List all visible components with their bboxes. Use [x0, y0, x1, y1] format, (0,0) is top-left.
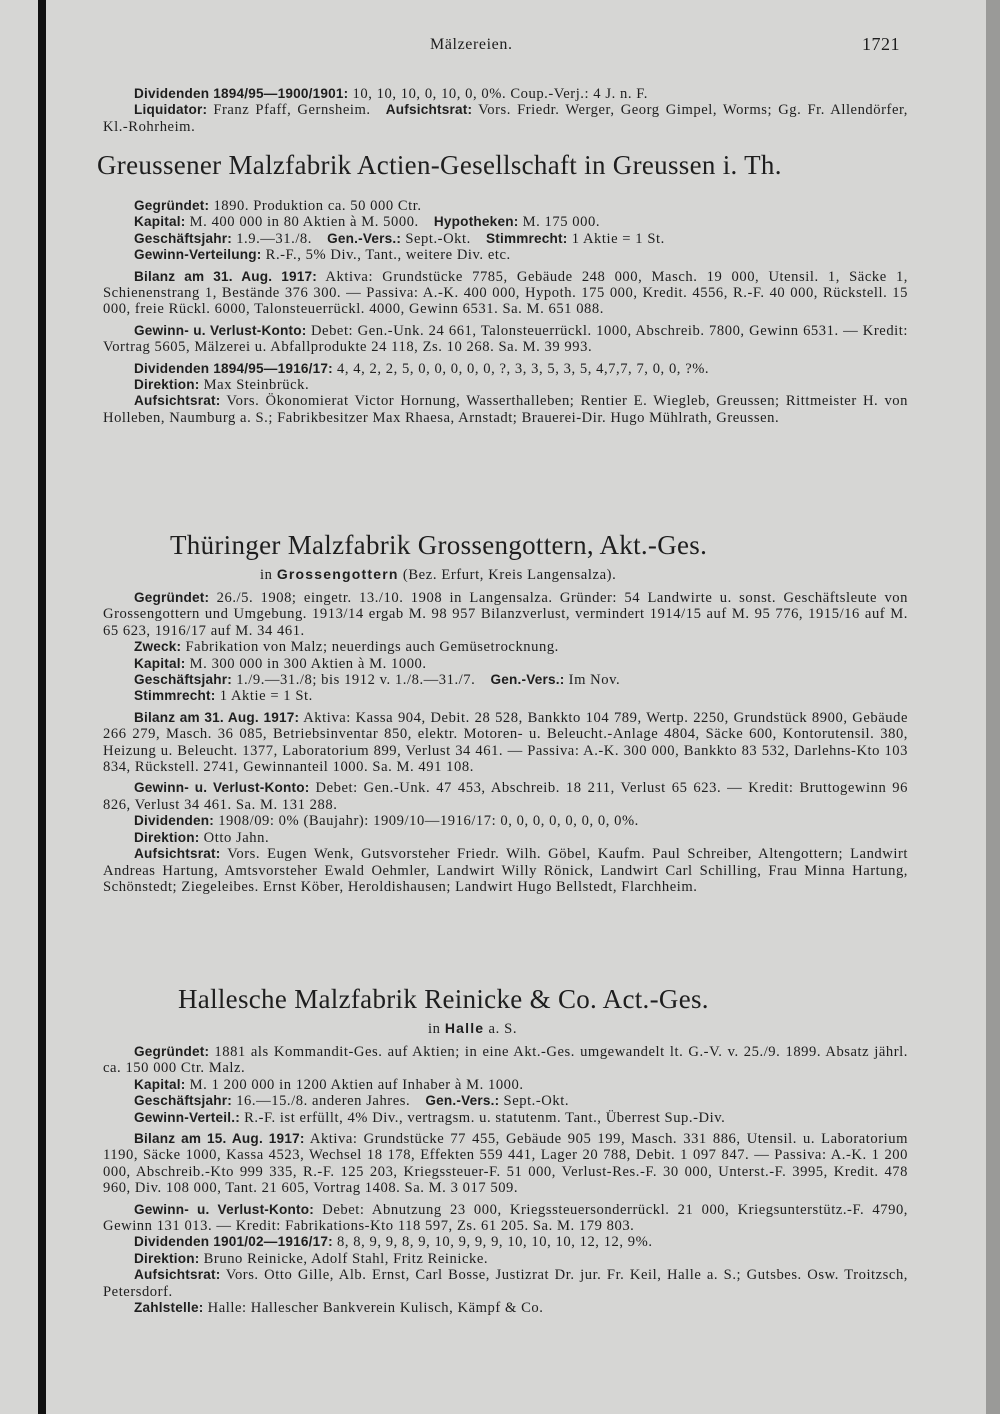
entry-paragraph	[103, 377, 908, 393]
entry-label: Bilanz am 31. Aug. 1917:	[134, 268, 318, 284]
subtitle-place: Halle	[444, 1020, 485, 1036]
entry-label: Gewinn- u. Verlust-Konto:	[134, 322, 307, 338]
entry-paragraph	[103, 214, 908, 230]
entry-paragraph	[103, 688, 908, 704]
entry-text: Halle: Hallescher Bankverein Kulisch, Kämpf & Co.	[203, 1300, 544, 1317]
section-subtitle	[260, 566, 616, 584]
entry-text: R.-F., 5% Div., Tant., weitere Div. etc.	[261, 247, 511, 264]
entry-label: Stimmrecht:	[485, 230, 568, 246]
entry-paragraph	[103, 1131, 908, 1197]
subtitle-prefix: in	[260, 567, 277, 583]
entry-label: Dividenden 1894/95—1916/17:	[134, 360, 333, 376]
entry-text: Franz Pfaff, Gernsheim.	[207, 102, 371, 119]
entry-paragraph	[103, 672, 908, 688]
intro-block	[103, 86, 908, 135]
entry-label: Kapital:	[134, 1076, 186, 1092]
entry-paragraph	[103, 86, 908, 102]
entry-label: Geschäftsjahr:	[134, 1093, 232, 1109]
entry-label: Direktion:	[134, 1250, 200, 1266]
entry-label: Kapital:	[134, 655, 186, 671]
entry-label: Gegründet:	[134, 1044, 210, 1059]
entry-text: Vors. Otto Gille, Alb. Ernst, Carl Bosse, Justizrat Dr. jur. Fr. Keil, Halle a. S.; Gutsbes. Osw. Troitzsch, Petersdorf.	[103, 1267, 908, 1300]
entry-text: Aktiva: Kassa 904, Debit. 28 528, Bankkto 104 789, Wertp. 2250, Grundstück 8900, Gebäude 266 279, Masch. 36 085, Betriebsinventar 850, elektr. Motoren- u. Beleucht.-Anlage 4804, Säcke 600, Kontorutensil. 380, Heizung u. Beleucht. 1377, Laboratorium 899, Verlust 34 461. — Passiva: A.-K. 300 000, Bankkto 83 532, Darlehns-Kto 103 834, Rückstell. 2741, Gewinnanteil 1000. Sa. M. 491 108.	[103, 709, 908, 776]
entry-paragraph	[103, 1300, 908, 1316]
entry-text: Im Nov.	[564, 672, 621, 689]
entry-paragraph	[103, 1077, 908, 1093]
entry-paragraph	[103, 1044, 908, 1077]
entry-text: 1./9.—31./8; bis 1912 v. 1./8.—31./7.	[232, 672, 476, 689]
entry-label: Bilanz am 15. Aug. 1917:	[134, 1131, 305, 1147]
page-edge	[986, 0, 1000, 1414]
section-title: Hallesche Malzfabrik Reinicke & Co. Act.-Ges.	[178, 984, 709, 1014]
entry-label: Stimmrecht:	[134, 688, 216, 704]
entry-paragraph	[103, 198, 908, 214]
entry-label: Gewinn- u. Verlust-Konto:	[134, 780, 310, 796]
entry-paragraph	[103, 269, 908, 318]
entry-paragraph	[103, 639, 908, 655]
entry-text: Vors. Eugen Wenk, Gutsvorsteher Friedr. Wilh. Göbel, Kaufm. Paul Schreiber, Altengottern; Landwirt Andreas Hartung, Amtsvorsteher Ewald Oehmler, Landwirt Willy Rönick, Landwirt Carl Schilling, Frau Minna Hartung, Schönstedt; Ziegeleibes. Ernst Köber, Heroldishausen; Landwirt Hugo Bellstedt, Flarchheim.	[103, 846, 908, 895]
entry-label: Aufsichtsrat:	[385, 102, 473, 118]
entry-label: Gegründet:	[134, 590, 210, 605]
entry-label: Gen.-Vers.:	[490, 672, 565, 688]
entry-text: 1881 als Kommandit-Ges. auf Aktien; in eine Akt.-Ges. umgewandelt lt. G.-V. v. 25./9. 1899. Absatz jährl. ca. 150 000 Ctr. Malz.	[103, 1044, 908, 1077]
entry-label: Gewinn- u. Verlust-Konto:	[134, 1201, 315, 1217]
entry-paragraph	[103, 1234, 908, 1250]
entry-text: 8, 8, 9, 9, 8, 9, 10, 9, 9, 9, 10, 10, 10, 12, 12, 9%.	[332, 1234, 653, 1251]
entry-text: Debet: Gen.-Unk. 24 661, Talonsteuerrückl. 1000, Abschreib. 7800, Gewinn 6531. — Kredit: Vortrag 5605, Mälzerei u. Abfallprodukte 24 118, Zs. 10 268. Sa. M. 39 993.	[103, 322, 908, 356]
entry-paragraph	[103, 813, 908, 829]
entry-label: Gen.-Vers.:	[327, 230, 402, 246]
entry-paragraph	[103, 590, 908, 639]
entry-label: Aufsichtsrat:	[134, 846, 221, 862]
entry-paragraph	[103, 361, 908, 377]
entry-text: Aktiva: Grundstücke 77 455, Gebäude 905 199, Masch. 331 886, Utensil. u. Laboratorium 1190, Säcke 1000, Kassa 4523, Wechsel 18 178, Effekten 559 441, Lager 20 788, Debit. 1 097 847. — Passiva: A.-K. 1 200 000, Abschreib.-Kto 999 335, R.-F. 125 203, Kriegssteuer-F. 51 000, Verlust-Res.-F. 30 000, Unterst.-F. 3995, Kredit. 478 960, Div. 108 000, Tant. 21 605, Vortrag 1408. Sa. M. 3 017 509.	[103, 1131, 909, 1197]
entry-text: M. 175 000.	[518, 214, 601, 231]
entry-paragraph	[103, 1267, 908, 1300]
entry-paragraph	[103, 656, 908, 672]
subtitle-suffix: a. S.	[484, 1021, 518, 1037]
entry-text: R.-F. ist erfüllt, 4% Div., vertragsm. u. statutenm. Tant., Überrest Sup.-Div.	[239, 1109, 726, 1126]
entry-text: 16.—15./8. anderen Jahres.	[232, 1093, 411, 1110]
entry-text: 10, 10, 10, 0, 10, 0, 0%. Coup.-Verj.: 4 J. n. F.	[348, 86, 648, 102]
entry-text: Bruno Reinicke, Adolf Stahl, Fritz Reinicke.	[199, 1250, 489, 1267]
entry-text: M. 1 200 000 in 1200 Aktien auf Inhaber à M. 1000.	[185, 1076, 524, 1093]
entry-paragraph	[103, 247, 908, 263]
entry-label: Direktion:	[134, 377, 200, 393]
binding-edge	[38, 0, 46, 1414]
entry-text: Sept.-Okt.	[401, 230, 471, 247]
section-body	[103, 590, 908, 895]
entry-paragraph	[103, 102, 908, 135]
entry-label: Aufsichtsrat:	[134, 393, 221, 409]
entry-label: Bilanz am 31. Aug. 1917:	[134, 709, 300, 725]
entry-label: Gewinn-Verteilung:	[134, 247, 262, 263]
entry-label: Liquidator:	[134, 102, 208, 118]
entry-label: Gen.-Vers.:	[425, 1093, 500, 1109]
entry-text: Otto Jahn.	[199, 829, 270, 846]
entry-text: 1 Aktie = 1 St.	[567, 230, 665, 247]
entry-label: Kapital:	[134, 214, 186, 230]
entry-text: 1908/09: 0% (Baujahr): 1909/10—1916/17: 0, 0, 0, 0, 0, 0, 0, 0%.	[214, 813, 639, 830]
section-body	[103, 1044, 908, 1317]
entry-text: Aktiva: Grundstücke 7785, Gebäude 248 000, Masch. 19 000, Utensil. 1, Säcke 1, Schienenstrang 1, Bestände 376 300. — Passiva: A.-K. 400 000, Hypoth. 175 000, Kredit. 4556, R.-F. 40 000, Rückstell. 15 000, freie Rückl. 6000, Talonsteuerrückl. 4000, Gewinn 6531. Sa. M. 651 088.	[103, 268, 908, 318]
entry-text: Fabrikation von Malz; neuerdings auch Gemüsetrocknung.	[181, 639, 559, 656]
entry-text: Vors. Friedr. Werger, Georg Gimpel, Worms; Gg. Fr. Allendörfer, Kl.-Rohrheim.	[103, 102, 908, 135]
running-head: Mälzereien.	[430, 36, 513, 53]
entry-text: 4, 4, 2, 2, 5, 0, 0, 0, 0, 0, ?, 3, 3, 5, 3, 5, 4,7,7, 7, 0, 0, ?%.	[332, 360, 710, 377]
entry-paragraph	[103, 1202, 908, 1235]
entry-paragraph	[103, 780, 908, 813]
entry-text: 1890. Produktion ca. 50 000 Ctr.	[209, 198, 422, 214]
entry-text: 1.9.—31./8.	[232, 230, 312, 247]
section-subtitle	[428, 1020, 517, 1038]
entry-label: Dividenden:	[134, 813, 214, 829]
page-number: 1721	[862, 34, 900, 54]
entry-label: Zahlstelle:	[134, 1300, 204, 1316]
entry-paragraph	[103, 393, 908, 426]
entry-paragraph	[103, 846, 908, 895]
entry-paragraph	[103, 1093, 908, 1109]
entry-label: Dividenden 1901/02—1916/17:	[134, 1234, 333, 1250]
section-title: Thüringer Malzfabrik Grossengottern, Akt.-Ges.	[170, 530, 708, 560]
entry-label: Geschäftsjahr:	[134, 672, 232, 688]
subtitle-place: Grossengottern	[276, 566, 399, 582]
entry-label: Hypotheken:	[433, 214, 519, 230]
entry-label: Gegründet:	[134, 198, 210, 213]
entry-paragraph	[103, 323, 908, 356]
entry-label: Geschäftsjahr:	[134, 230, 232, 246]
entry-text: M. 400 000 in 80 Aktien à M. 5000.	[185, 214, 419, 231]
entry-text: Vors. Ökonomierat Victor Hornung, Wasserthalleben; Rentier E. Wiegleb, Greussen; Rittmeister H. von Holleben, Naumburg a. S.; Fabrikbesitzer Max Rhaesa, Arnstadt; Brauerei-Dir. Hugo Mühlrath, Greussen.	[103, 393, 908, 426]
entry-text: Sept.-Okt.	[499, 1093, 570, 1110]
section-body	[103, 198, 908, 426]
entry-paragraph	[103, 1110, 908, 1126]
entry-text: 26./5. 1908; eingetr. 13./10. 1908 in Langensalza. Gründer: 54 Landwirte u. sonst. Geschäftsleute von Grossengottern und Umgebung. 1913/14 ergab M. 98 957 Bilanzverlust, vermindert 1914/15 auf M. 95 776, 1915/16 auf M. 65 623, 1916/17 auf M. 34 461.	[103, 590, 908, 639]
subtitle-suffix: (Bez. Erfurt, Kreis Langensalza).	[398, 567, 617, 583]
entry-text: Debet: Gen.-Unk. 47 453, Abschreib. 18 211, Verlust 65 623. — Kredit: Bruttogewinn 96 826, Verlust 34 461. Sa. M. 131 288.	[103, 780, 908, 813]
entry-label: Zweck:	[134, 639, 182, 655]
entry-label: Gewinn-Verteil.:	[134, 1109, 240, 1125]
entry-text: M. 300 000 in 300 Aktien à M. 1000.	[185, 655, 427, 672]
entry-label: Aufsichtsrat:	[134, 1267, 221, 1283]
entry-label: Dividenden 1894/95—1900/1901:	[134, 86, 349, 101]
entry-label: Direktion:	[134, 829, 200, 845]
entry-paragraph	[103, 1251, 908, 1267]
entry-text: Debet: Abnutzung 23 000, Kriegssteuersonderrückl. 21 000, Kriegsunterstütz.-F. 4790, Gewinn 131 013. — Kredit: Fabrikations-Kto 118 597, Zs. 61 205. Sa. M. 179 803.	[103, 1201, 908, 1235]
entry-paragraph	[103, 830, 908, 846]
entry-text: 1 Aktie = 1 St.	[215, 688, 313, 705]
subtitle-prefix: in	[428, 1021, 445, 1037]
section-title: Greussener Malzfabrik Actien-Gesellschaft in Greussen i. Th.	[97, 150, 782, 180]
entry-text: Max Steinbrück.	[199, 377, 310, 394]
entry-paragraph	[103, 231, 908, 247]
entry-paragraph	[103, 710, 908, 776]
